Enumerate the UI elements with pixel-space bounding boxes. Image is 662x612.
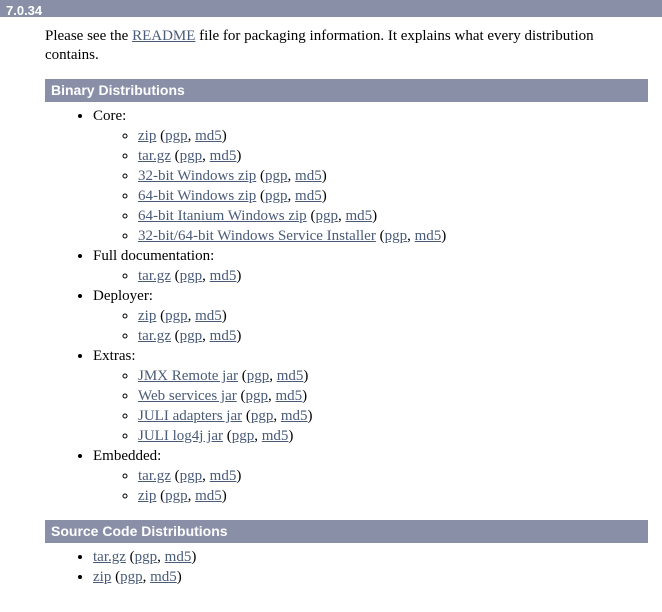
- intro-text-after: file for packaging information. It explains what every distribution contains.: [45, 28, 594, 63]
- binary-distribution-list: [0, 106, 662, 506]
- paren-open: (: [256, 188, 266, 204]
- download-link[interactable]: zip: [138, 308, 157, 324]
- comma: ,: [287, 168, 296, 184]
- paren-open: (: [111, 569, 121, 585]
- list-item: [138, 406, 662, 426]
- paren-open: (: [170, 148, 180, 164]
- md5-link[interactable]: md5: [345, 208, 373, 224]
- list-item: [138, 426, 662, 446]
- group-items: [93, 266, 662, 286]
- paren-open: (: [170, 468, 180, 484]
- paren-close: ): [302, 388, 308, 404]
- list-item: [138, 366, 662, 386]
- download-link[interactable]: zip: [138, 488, 157, 504]
- md5-link[interactable]: md5: [195, 308, 222, 324]
- md5-link[interactable]: md5: [275, 388, 303, 404]
- pgp-link[interactable]: pgp: [165, 488, 188, 504]
- pgp-link[interactable]: pgp: [120, 569, 143, 585]
- pgp-link[interactable]: pgp: [265, 188, 288, 204]
- comma: ,: [268, 388, 276, 404]
- download-link[interactable]: Web services jar: [138, 388, 237, 404]
- md5-link[interactable]: md5: [280, 408, 308, 424]
- comma: ,: [407, 228, 415, 244]
- download-link[interactable]: tar.gz: [138, 328, 171, 344]
- paren-close: ): [288, 428, 294, 444]
- comma: ,: [202, 148, 210, 164]
- pgp-link[interactable]: pgp: [246, 368, 270, 384]
- comma: ,: [287, 188, 296, 204]
- list-item: [138, 466, 662, 486]
- version-header: 7.0.34: [0, 0, 662, 17]
- pgp-link[interactable]: pgp: [179, 148, 203, 164]
- group-label: Extras:: [93, 348, 136, 364]
- comma: ,: [142, 569, 151, 585]
- group-deployer: [93, 286, 662, 346]
- group-label: Core:: [93, 108, 127, 124]
- list-item: [138, 226, 662, 246]
- download-link[interactable]: tar.gz: [138, 268, 171, 284]
- group-items: [93, 466, 662, 506]
- paren-open: (: [170, 268, 180, 284]
- paren-open: (: [242, 408, 251, 424]
- download-link[interactable]: zip: [93, 569, 112, 585]
- paren-close: ): [236, 468, 242, 484]
- paren-open: (: [256, 168, 266, 184]
- paren-close: ): [441, 228, 447, 244]
- pgp-link[interactable]: pgp: [179, 268, 203, 284]
- comma: ,: [254, 428, 262, 444]
- comma: ,: [202, 328, 210, 344]
- paren-open: (: [306, 208, 316, 224]
- list-item: [138, 126, 662, 146]
- paren-close: ): [303, 368, 309, 384]
- download-link[interactable]: 32-bit/64-bit Windows Service Installer: [138, 228, 376, 244]
- paren-open: (: [125, 549, 135, 565]
- download-link[interactable]: zip: [138, 128, 157, 144]
- paren-open: (: [170, 328, 180, 344]
- paren-open: (: [156, 308, 166, 324]
- comma: ,: [187, 308, 196, 324]
- download-link[interactable]: tar.gz: [93, 549, 126, 565]
- download-link[interactable]: 32-bit Windows zip: [138, 168, 257, 184]
- group-items: [93, 366, 662, 446]
- comma: ,: [269, 368, 277, 384]
- intro-paragraph: [45, 27, 648, 65]
- md5-link[interactable]: md5: [209, 468, 237, 484]
- source-distribution-list: [0, 547, 662, 587]
- paren-open: (: [375, 228, 385, 244]
- paren-close: ): [221, 488, 227, 504]
- list-item: [138, 146, 662, 166]
- paren-close: ): [236, 148, 242, 164]
- readme-link[interactable]: README: [132, 28, 196, 44]
- paren-close: ): [221, 308, 227, 324]
- md5-link[interactable]: md5: [195, 128, 222, 144]
- md5-link[interactable]: md5: [195, 488, 222, 504]
- group-full-documentation: [93, 246, 662, 286]
- paren-open: (: [156, 128, 166, 144]
- list-item: [93, 567, 662, 587]
- comma: ,: [273, 408, 281, 424]
- paren-close: ): [221, 128, 227, 144]
- pgp-link[interactable]: pgp: [179, 468, 203, 484]
- download-link[interactable]: JULI log4j jar: [138, 428, 223, 444]
- list-item: [138, 306, 662, 326]
- group-label: Deployer:: [93, 288, 153, 304]
- md5-link[interactable]: md5: [164, 549, 192, 565]
- comma: ,: [202, 268, 210, 284]
- pgp-link[interactable]: pgp: [245, 388, 268, 404]
- pgp-link[interactable]: pgp: [250, 408, 274, 424]
- pgp-link[interactable]: pgp: [134, 549, 158, 565]
- comma: ,: [157, 549, 165, 565]
- md5-link[interactable]: md5: [150, 569, 177, 585]
- md5-link[interactable]: md5: [414, 228, 442, 244]
- group-items: [93, 126, 662, 246]
- list-item: [138, 386, 662, 406]
- download-link[interactable]: JULI adapters jar: [138, 408, 243, 424]
- intro-text-before: Please see the: [45, 28, 133, 44]
- list-item: [138, 266, 662, 286]
- pgp-link[interactable]: pgp: [315, 208, 338, 224]
- section-header-binary: Binary Distributions: [45, 79, 648, 102]
- paren-open: (: [236, 388, 246, 404]
- pgp-link[interactable]: pgp: [265, 168, 288, 184]
- paren-close: ): [236, 268, 242, 284]
- paren-close: ): [176, 569, 182, 585]
- download-link[interactable]: tar.gz: [138, 148, 171, 164]
- list-item: [138, 486, 662, 506]
- download-link[interactable]: 64-bit Itanium Windows zip: [138, 208, 307, 224]
- md5-link[interactable]: md5: [276, 368, 304, 384]
- group-items: [93, 306, 662, 346]
- download-link[interactable]: 64-bit Windows zip: [138, 188, 257, 204]
- md5-link[interactable]: md5: [295, 168, 322, 184]
- pgp-link[interactable]: pgp: [384, 228, 408, 244]
- paren-open: (: [237, 368, 247, 384]
- pgp-link[interactable]: pgp: [231, 428, 255, 444]
- group-extras: [93, 346, 662, 446]
- md5-link[interactable]: md5: [209, 328, 237, 344]
- pgp-link[interactable]: pgp: [179, 328, 203, 344]
- group-core: [93, 106, 662, 246]
- md5-link[interactable]: md5: [261, 428, 289, 444]
- group-label: Embedded:: [93, 448, 162, 464]
- list-item: [93, 547, 662, 567]
- paren-close: ): [307, 408, 313, 424]
- group-label: Full documentation:: [93, 248, 215, 264]
- list-item: [138, 206, 662, 226]
- paren-close: ): [191, 549, 197, 565]
- paren-close: ): [236, 328, 242, 344]
- paren-close: ): [321, 168, 327, 184]
- paren-open: (: [222, 428, 232, 444]
- section-header-source: Source Code Distributions: [45, 520, 648, 543]
- md5-link[interactable]: md5: [209, 268, 237, 284]
- comma: ,: [337, 208, 346, 224]
- paren-close: ): [372, 208, 378, 224]
- comma: ,: [202, 468, 210, 484]
- paren-close: ): [321, 188, 327, 204]
- md5-link[interactable]: md5: [295, 188, 322, 204]
- md5-link[interactable]: md5: [209, 148, 237, 164]
- list-item: [138, 186, 662, 206]
- group-embedded: [93, 446, 662, 506]
- download-link[interactable]: tar.gz: [138, 468, 171, 484]
- comma: ,: [187, 488, 196, 504]
- download-link[interactable]: JMX Remote jar: [138, 368, 238, 384]
- list-item: [138, 326, 662, 346]
- list-item: [138, 166, 662, 186]
- pgp-link[interactable]: pgp: [165, 128, 188, 144]
- comma: ,: [187, 128, 196, 144]
- paren-open: (: [156, 488, 166, 504]
- pgp-link[interactable]: pgp: [165, 308, 188, 324]
